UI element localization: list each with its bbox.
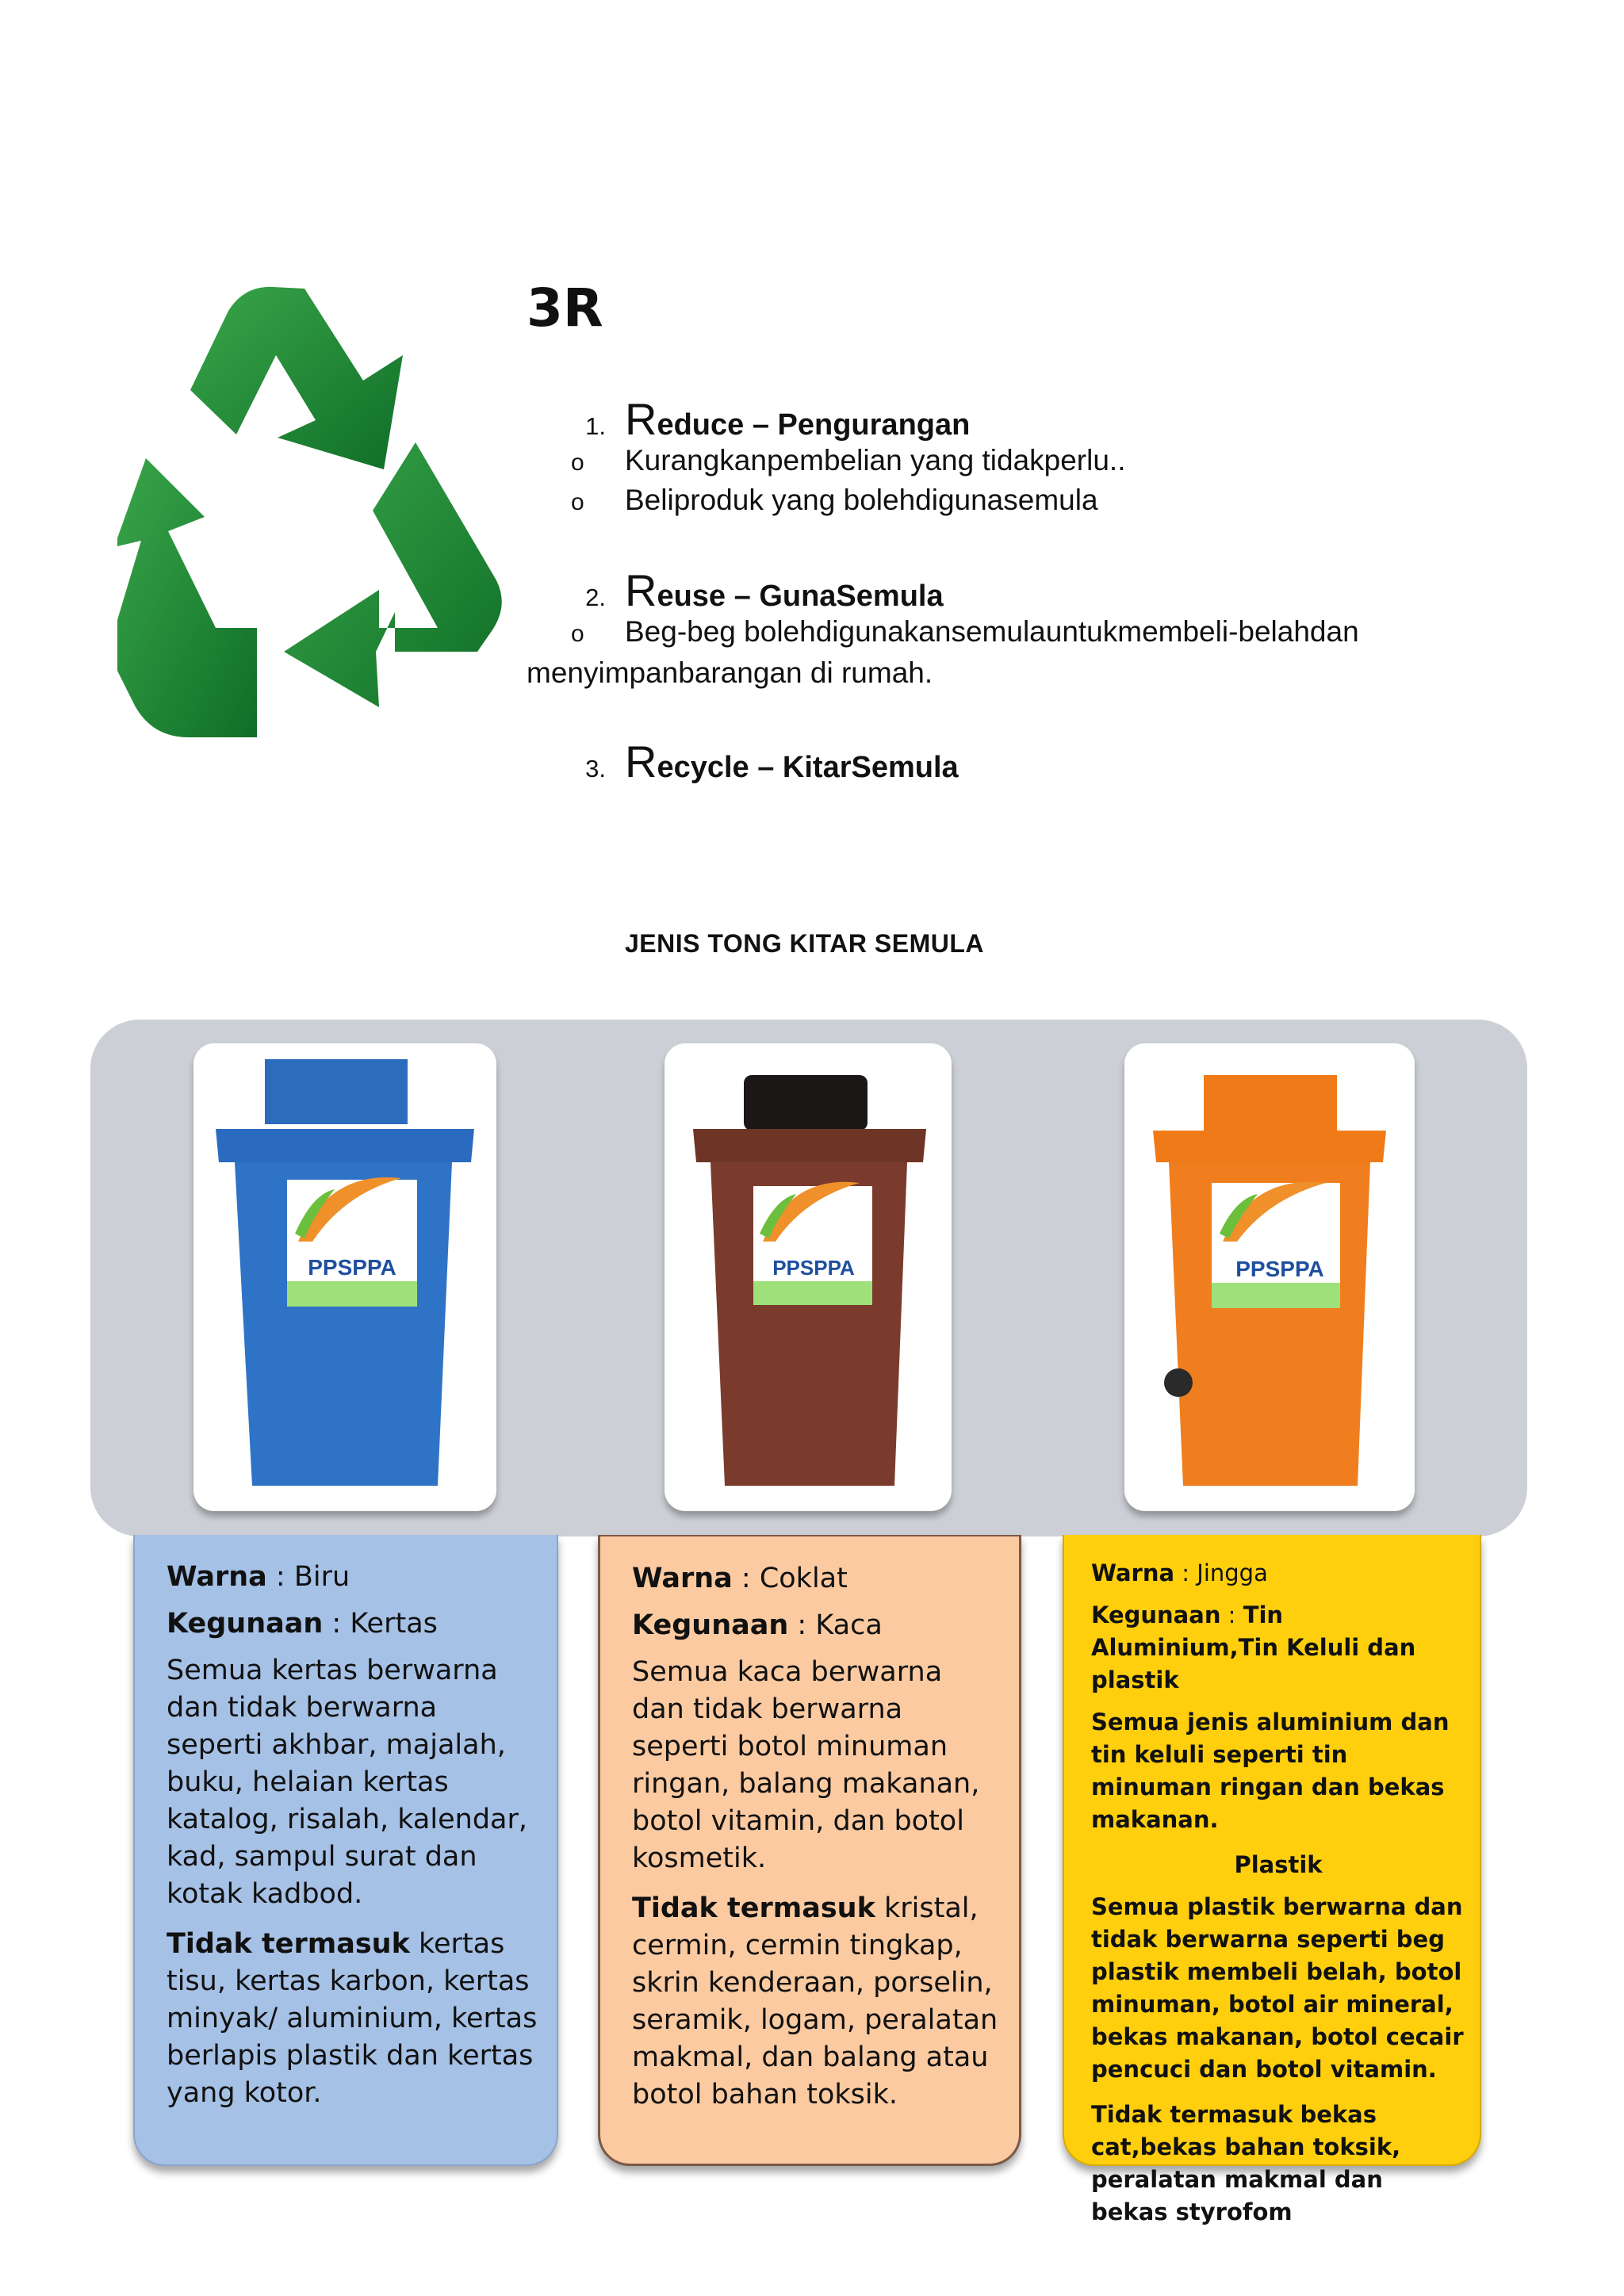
list-item-continuation: menyimpanbarangan di rumah. — [527, 656, 933, 689]
bin-card-orange — [1124, 1043, 1415, 1511]
panel-description: Semua kertas berwarna dan tidak berwarna seperti akhbar, majalah, buku, helaian kertas katalog, risalah, kalendar, kad, sampul surat dan kotak kadbod. — [167, 1655, 527, 1910]
list-number: 2. — [585, 584, 606, 611]
list-item-text: Beg-beg bolehdigunakansemulauntukmembeli-belahdan — [625, 615, 1359, 648]
brown-bin-icon — [665, 1043, 952, 1511]
section-heading: JENIS TONG KITAR SEMULA — [625, 929, 985, 958]
r-item-recycle — [527, 736, 959, 787]
panel-brown-glass — [598, 1535, 1021, 2166]
bin-card-blue — [193, 1043, 496, 1511]
bullet-icon: o — [571, 489, 584, 515]
colour-line: Warna : Jingga — [1091, 1559, 1268, 1586]
initial-letter: R — [625, 394, 657, 444]
panel-description: Semua jenis aluminium dan tin keluli seperti tin minuman ringan dan bekas makanan. — [1091, 1709, 1450, 1833]
panel-exclusions: Tidak termasuk kertas tisu, kertas karbon, kertas minyak/ aluminium, kertas berlapis plastik dan kertas yang kotor. — [167, 1928, 538, 2109]
page-title: 3R — [527, 277, 603, 339]
bin-card-brown — [665, 1043, 952, 1511]
list-number: 1. — [585, 412, 606, 440]
blue-bin-icon — [193, 1043, 496, 1511]
colour-line: Warna : Biru — [167, 1561, 350, 1593]
bin-label: PPSPPA — [308, 1255, 396, 1280]
panel-description: Semua kaca berwarna dan tidak berwarna seperti botol minuman ringan, balang makanan, botol vitamin, dan botol kosmetik. — [632, 1656, 980, 1874]
list-item — [571, 615, 1359, 649]
panel-description-plastic: Semua plastik berwarna dan tidak berwarna seperti beg plastik membeli belah, botol minuman, botol air mineral, bekas makanan, botol cecair pencuci dan botol vitamin. — [1091, 1893, 1464, 2083]
r-item-title: educe – Pengurangan — [657, 408, 971, 442]
recycle-icon — [117, 279, 508, 786]
list-item — [571, 444, 1125, 477]
r-item-reduce — [527, 393, 970, 445]
panel-exclusions: Tidak termasuk bekas cat,bekas bahan toksik, peralatan makmal dan bekas styrofom — [1091, 2101, 1401, 2225]
initial-letter: R — [625, 565, 657, 615]
panel-subheading: Plastik — [1234, 1851, 1323, 1878]
r-item-reuse — [527, 564, 944, 616]
colour-line: Warna : Coklat — [632, 1563, 848, 1594]
bullet-icon: o — [571, 621, 584, 647]
list-item — [571, 484, 1098, 517]
list-number: 3. — [585, 755, 606, 783]
panel-exclusions: Tidak termasuk kristal, cermin, cermin tingkap, skrin kenderaan, porselin, seramik, logam, peralatan makmal, dan balang atau botol bahan toksik. — [632, 1892, 998, 2110]
bin-label: PPSPPA — [1235, 1257, 1324, 1281]
orange-bin-icon — [1124, 1043, 1415, 1511]
bullet-icon: o — [571, 450, 584, 476]
panel-blue-paper — [133, 1535, 558, 2166]
list-item-text: Beliproduk yang bolehdigunasemula — [625, 484, 1098, 516]
use-line: Kegunaan : Kertas — [167, 1608, 438, 1640]
panel-orange-plastic-metal — [1063, 1535, 1481, 2225]
use-line: Kegunaan : Kaca — [632, 1609, 883, 1641]
r-item-title: ecycle – KitarSemula — [657, 751, 959, 784]
list-item-text: Kurangkanpembelian yang tidakperlu.. — [625, 444, 1126, 476]
use-line: Kegunaan : Tin Aluminium,Tin Keluli dan plastik — [1091, 1601, 1416, 1693]
initial-letter: R — [625, 737, 657, 786]
bin-label: PPSPPA — [772, 1256, 855, 1280]
r-item-title: euse – GunaSemula — [657, 580, 944, 613]
